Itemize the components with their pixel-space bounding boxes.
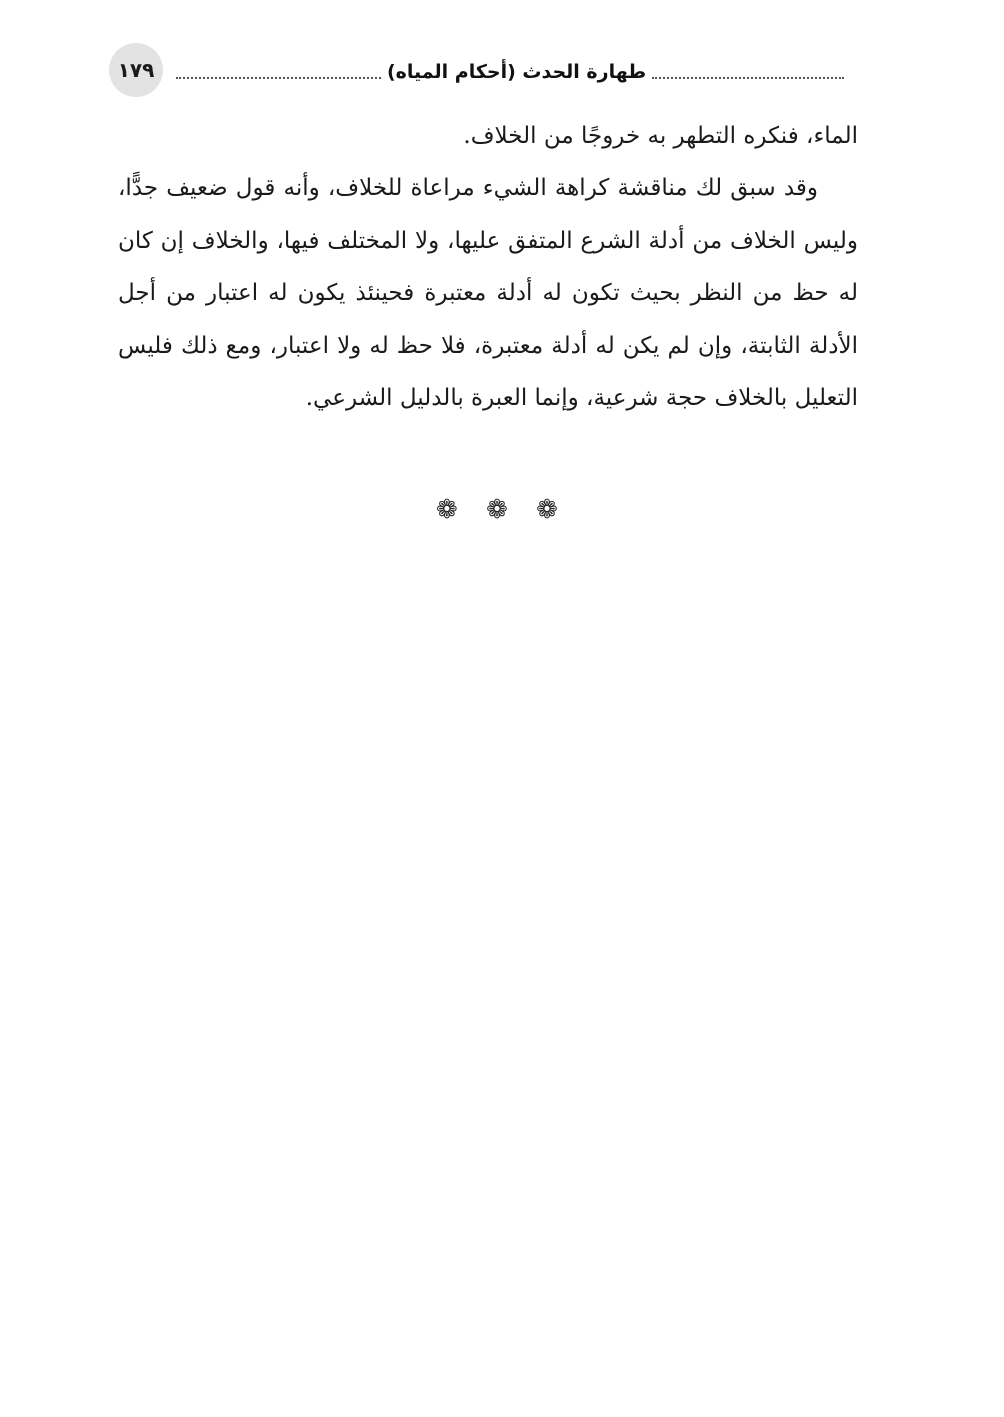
paragraph-continuation: الماء، فنكره التطهر به خروجًا من الخلاف. [463, 123, 858, 149]
header-leader-dots-left [176, 77, 381, 79]
running-header [176, 56, 844, 88]
page-number: ١٧٩ [117, 58, 155, 82]
section-separator-ornament: ❁ ❁ ❁ [436, 495, 568, 525]
page-number-badge [109, 43, 163, 97]
header-leader-dots-right [652, 77, 844, 79]
running-title: طهارة الحدث (أحكام المياه) [387, 61, 647, 83]
page-body [118, 110, 858, 424]
paragraph-main: وقد سبق لك مناقشة كراهة الشيء مراعاة للخلاف، وأنه قول ضعيف جدًّا، وليس الخلاف من أدلة الشرع المتفق عليها، ولا المختلف فيها، والخلاف إن كان له حظ من النظر بحيث تكون له أدلة معتبرة فحينئذ يكون له اعتبار من أجل الأدلة الثابتة، وإن لم يكن له أدلة معتبرة، فلا حظ له ولا اعتبار، ومع ذلك فليس التعليل بالخلاف حجة شرعية، وإنما العبرة بالدليل الشرعي. [118, 175, 858, 412]
